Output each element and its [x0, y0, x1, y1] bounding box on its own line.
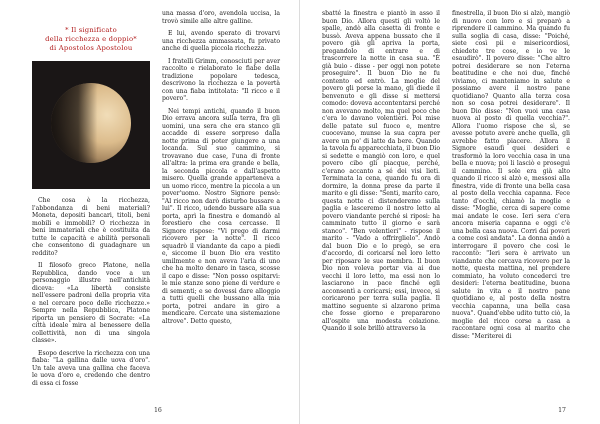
- paragraph: Esopo descrive la ricchezza con una fiaba: "La gallina dalle uova d'oro". Un tale aveva una gallina che faceva le uova d'oro e, credendo che dentro di essa ci fosse: [32, 349, 150, 387]
- page-number: 17: [558, 407, 566, 414]
- paragraph: I fratelli Grimm, conosciuti per aver raccolto e rielaborato le fiabe della tradizione popolare tedesca, descrivono la ricchezza e la povertà con una fiaba intitolata: "Il ricco e il povero".: [162, 57, 280, 102]
- paragraph: Nei tempi antichi, quando il buon Dio errava ancora sulla terra, fra gli uomini, una sera che era stanco gli accadde di essere sorpreso dalla notte prima di poter giungere a una locanda. Sul suo cammino, si trovavano due case, l'una di fronte all'altra: la prima era grande e bella, la seconda piccola e dall'aspetto misero. Quella grande apparteneva a un uomo ricco, mentre la piccola a un pover'uomo. Nostro Signore pensò: "Al ricco non darò disturbo bussare a lui". Il ricco, udendo bussare alla sua porta, aprì la finestra e domandò al forestiero che cosa cercasse. Il Signore rispose: "Vi prego di darmi ricovero per la notte". Il ricco squadrò il viandante da capo a piedi e, siccome il buon Dio era vestito umilmente e non aveva l'aria di uno che ha molto denaro in tasca, scosse il capo e disse: "Non posso ospitarvi: le mie stanze sono piene di verdure e di sementi; e se dovessi dare alloggio a tutti quelli che bussano alla mia porta, potrei andare in giro a mendicare. Cercate una sistemazione altrove". Detto questo,: [162, 107, 280, 325]
- moon-photo: [32, 61, 150, 189]
- article-title: [32, 26, 150, 53]
- moon-shadow: [51, 83, 131, 163]
- paragraph: finestrella, il buon Dio si alzò, mangiò di nuovo con loro e si preparò a riprendere il cammino. Ma quando fu sulla soglia di casa, disse: "Poiché, siete così pii e misericordiosi, chiedete tre cose, e io ve le esaudirò". Il povero disse: "Che altro potrei desiderare se non l'eterna beatitudine e che noi due, finché viviamo, ci manteniamo in salute e possiamo avere il nostro pane quotidiano? Quanto alla terza cosa non so cosa potrei desiderare". Il buon Dio disse: "Non vuoi una casa nuova al posto di quella vecchia?". Allora l'uomo rispose che sì, se avesse potuto avere anche quella, gli avrebbe fatto piacere. Allora il Signore esaudì quei desideri e trasformò la loro vecchia casa in una bella e nuova; poi li lasciò e proseguì il cammino. Il sole era già alto quando il ricco si alzò e, messosi alla finestra, vide di fronte una bella casa al posto della vecchia capanna. Fece tanto d'occhi, chiamò la moglie e disse: "Moglie, cerca di sapere come mai andate le cose. Ieri sera c'era ancora miseria capanna e oggi c'è una bella casa nuova. Corri dai poveri a come così andata". La donna andò a interrogare il povero che così le raccontò: "Ieri sera è arrivato un viandante che cercava ricovero per la notte, questa mattina, nel prendere commiato, ha voluto concederci tre desideri: l'eterna beatitudine, buona salute in vita e il nostro pane quotidiano e, al posto della nostra vecchia capanna, una bella casa nuova". Quand'ebbe udito tutto ciò, la moglie del ricco corse a casa a raccontare ogni cosa al marito che disse: "Meriterei di: [452, 10, 570, 340]
- left-page-column-2: [162, 10, 280, 330]
- paragraph: sbatté la finestra e piantò in asso il buon Dio. Allora questi gli voltò le spalle, andò alla casetta di fronte e bussò. Aveva appena bussato che il povero già gli apriva la porta, pregandolo di entrare e di trascorrere la notte in casa sua. "È già buio - disse - per oggi non potete proseguire". Il buon Dio ne fu contento ed entrò. La moglie del povero gli porse la mano, gli diede il benvenuto e gli disse si mettersi comodo: doveva accontentarsi perché non avevano molto, ma quel poco che c'era lo davano volentieri. Poi mise delle patate sul fuoco e, mentre cuocevano, munse la sua capra per avere un po' di latte da bere. Quando la tavola fu apparecchiata, il buon Dio si sedette e mangiò con loro, e quel povero cibo gli piacque, perché, c'erano accanto a sé dei visi lieti. Terminata la cena, quando fu ora di dormire, la donna prese da parte il marito e gli disse: "Senti, marito caro, questa notte ci distenderemo sulla paglia e lasceremo il nostro letto al povero viandante perché si riposi: ha camminato tutto il giorno e sarà stanco". "Ben volentieri" - rispose il marito - "Vado a offrirglielo". Andò dal buon Dio e lo pregò, se era d'accordo, di coricarsi nel loro letto per riposare le sue membra. Il buon Dio non voleva portar via ai due vecchi il loro letto, ma essi non lo lasciarono in pace finché egli acconsentì a coricarsi; essi, invece, si coricarono per terra sulla paglia. Il mattino seguente si alzarono prima che fosse giorno e prepararono all'ospite una modesta colazione. Quando il sole brillò attraverso la: [322, 10, 440, 332]
- title-author: di Apostolos Apostolou: [49, 44, 133, 52]
- title-line-2: della ricchezza e doppio*: [45, 35, 137, 43]
- paragraph: E lui, avendo sperato di trovarvi una ricchezza ammassata, fu privato anche di quella piccola ricchezza.: [162, 30, 280, 52]
- paragraph: una massa d'oro, avendola uccisa, la trovò simile alle altre galline.: [162, 10, 280, 25]
- left-page-column-1: [32, 22, 150, 392]
- title-line-1: * Il significato: [65, 26, 117, 34]
- right-page: [300, 0, 600, 424]
- right-page-column-1: [322, 10, 440, 338]
- paragraph: Che cosa è la ricchezza, l'abbondanza di beni materiali? Moneta, depositi bancari, titoli, beni mobili e immobili? O ricchezza in beni immateriali che è costituita da tutte le capacità e abilità personali che consentono di guadagnare un reddito?: [32, 197, 150, 257]
- page-number: 16: [154, 407, 162, 414]
- paragraph: Il filosofo greco Platone, nella Repubblica, dando voce a un personaggio illustre nell'antichità diceva: «La libertà consiste nell'essere padroni della propria vita e nel cercare poco delle ricchezze.» Sempre nella Repubblica, Platone riporta un pensiero di Socrate: «La città ideale mira al benessere della collettività, non di una singola classe».: [32, 262, 150, 344]
- right-page-column-2: [452, 10, 570, 345]
